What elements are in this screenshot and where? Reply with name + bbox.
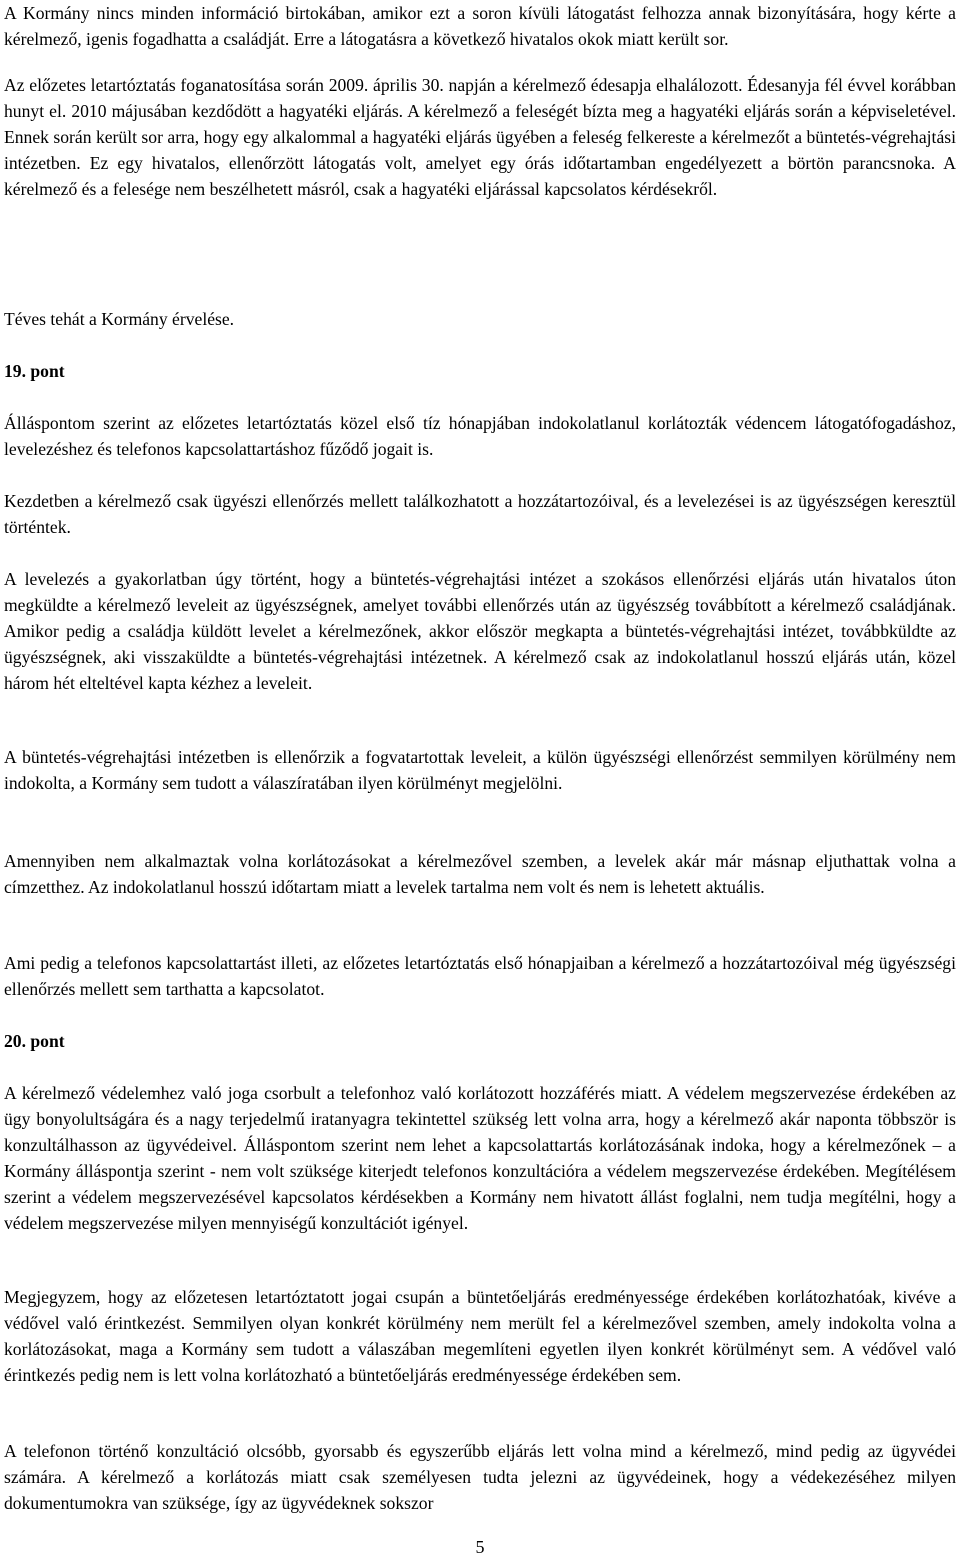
paragraph-5 (4, 488, 956, 540)
paragraph-2-text: Az előzetes letartóztatás foganatosítása során 2009. április 30. napján a kérelmező édesapja elhalálozott. Édesanyja fél évvel korábban hunyt el. 2010 májusában kezdődött a hagyatéki eljárás. A kérelmező a feleségét bízta meg a hagyatéki eljárás során a képviseletével. Ennek során került sor arra, hogy egy alkalommal a hagyatéki eljárás ügyében a feleség felkereste a kérelmezőt a büntetés-végrehajtási intézetben. Ez egy hivatalos, ellenőrzött látogatás volt, amelyet egy órás időtartamban engedélyezett a börtön parancsnoka. A kérelmező és a felesége nem beszélhetett másról, csak a hagyatéki eljárással kapcsolatos kérdésekről. (4, 75, 956, 199)
section-heading-20: 20. pont (4, 1031, 65, 1051)
paragraph-4 (4, 410, 956, 462)
paragraph-11 (4, 1284, 956, 1388)
paragraph-10 (4, 1080, 956, 1236)
paragraph-7-text: A büntetés-végrehajtási intézetben is ellenőrzik a fogvatartottak leveleit, a külön ügyészségi ellenőrzést semmilyen körülmény nem indokolta, a Kormány sem tudott a válaszíratában ilyen körülményt megjelölni. (4, 747, 956, 793)
paragraph-8-text: Amennyiben nem alkalmaztak volna korlátozásokat a kérelmezővel szemben, a levelek akár már másnap eljuthattak volna a címzetthez. Az indokolatlanul hosszú időtartam miatt a levelek tartalma nem volt és nem is lehetett aktuális. (4, 851, 956, 897)
paragraph-12-text: A telefonon történő konzultáció olcsóbb, gyorsabb és egyszerűbb eljárás lett volna mind a kérelmező, mind pedig az ügyvédei számára. A kérelmező a korlátozás miatt csak személyesen tudta jelezni az ügyvédeinek, hogy a védekezéséhez milyen dokumentumokra van szüksége, így az ügyvédeknek sokszor (4, 1441, 956, 1513)
paragraph-10-text: A kérelmező védelemhez való joga csorbult a telefonhoz való korlátozott hozzáférés miatt. A védelem megszervezése érdekében az ügy bonyolultságára és a nagy terjedelmű iratanyagra tekintettel szükség lett volna arra, hogy a kérelmező akár naponta többször is konzultálhasson az ügyvédeivel. Álláspontom szerint nem lehet a kapcsolattartás korlátozásának indoka, hogy a kérelmezőnek – a Kormány álláspontja szerint - nem volt szüksége kiterjedt telefonos konzultációra a védelem megszervezése érdekében. Megítélésem szerint a védelem megszervezésével kapcsolatos kérdésekben a Kormány nem hivatott állást foglalni, nem tudja megítélni, hogy a védelem megszervezése milyen mennyiségű konzultációt igényel. (4, 1083, 956, 1233)
paragraph-1 (4, 0, 956, 52)
paragraph-3 (4, 306, 956, 332)
paragraph-11-text: Megjegyzem, hogy az előzetesen letartóztatott jogai csupán a büntetőeljárás eredményessége érdekében korlátozhatóak, kivéve a védővel való érintkezést. Semmilyen olyan konkrét körülmény nem merült fel a kérelmezővel szemben, amely indokolta volna a korlátozásokat, maga a Kormány sem tudott a válaszában megemlíteni egyetlen ilyen konkrét körülményt sem. A védővel való érintkezés pedig nem is lett volna korlátozható a büntetőeljárás eredményessége érdekében sem. (4, 1287, 956, 1385)
paragraph-2 (4, 72, 956, 202)
paragraph-5-text: Kezdetben a kérelmező csak ügyészi ellenőrzés mellett találkozhatott a hozzátartozóival, és a levelezései is az ügyészségen keresztül történtek. (4, 491, 956, 537)
paragraph-12 (4, 1438, 956, 1516)
page-number: 5 (475, 1537, 485, 1557)
paragraph-8 (4, 848, 956, 900)
paragraph-7 (4, 744, 956, 796)
paragraph-9-text: Ami pedig a telefonos kapcsolattartást illeti, az előzetes letartóztatás első hónapjaiban a kérelmező a hozzátartozóival még ügyészségi ellenőrzés mellett sem tarthatta a kapcsolatot. (4, 953, 956, 999)
section-heading-19: 19. pont (4, 361, 65, 381)
paragraph-6-text: A levelezés a gyakorlatban úgy történt, hogy a büntetés-végrehajtási intézet a szokásos ellenőrzési eljárás után hivatalos úton megküldte a kérelmező leveleit az ügyészségnek, amelyet további ellenőrzés után az ügyészség továbbított a kérelmező családjának. Amikor pedig a családja küldött levelet a kérelmezőnek, akkor először megkapta a büntetés-végrehajtási intézet, továbbküldte az ügyészségnek, aki visszaküldte a büntetés-végrehajtási intézetnek. A kérelmező csak az indokolatlanul hosszú eljárás után, közel három hét elteltével kapta kézhez a leveleit. (4, 569, 956, 693)
paragraph-3-text: Téves tehát a Kormány érvelése. (4, 309, 235, 329)
paragraph-4-text: Álláspontom szerint az előzetes letartóztatás közel első tíz hónapjában indokolatlanul korlátozták védencem látogatófogadáshoz, levelezéshez és telefonos kapcsolattartáshoz fűződő jogait is. (4, 413, 956, 459)
paragraph-9 (4, 950, 956, 1002)
paragraph-1-text: A Kormány nincs minden információ birtokában, amikor ezt a soron kívüli látogatást felhozza annak bizonyítására, hogy kérte a kérelmező, igenis fogadhatta a családját. Erre a látogatásra a következő hivatalos okok miatt került sor. (4, 3, 956, 49)
paragraph-6 (4, 566, 956, 696)
